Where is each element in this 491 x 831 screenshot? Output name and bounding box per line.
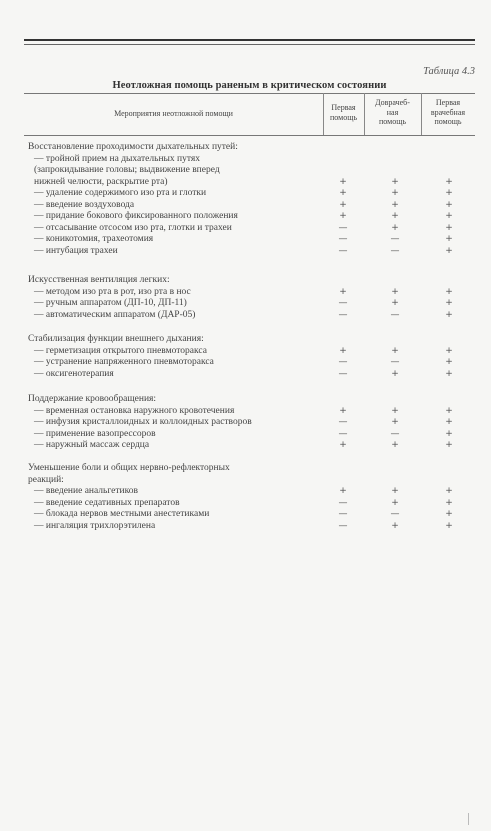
measure-label: — методом изо рта в рот, изо рта в нос: [34, 286, 191, 297]
table-row: [24, 521, 475, 533]
top-rule-thin: [24, 44, 475, 45]
mark-physician: +: [445, 417, 453, 427]
mark-prehospital: +: [391, 440, 399, 450]
measure-label: — ингаляция трихлорэтилена: [34, 520, 156, 531]
mark-physician: +: [445, 222, 453, 233]
mark-prehospital: +: [391, 497, 399, 508]
mark-first-aid: +: [339, 486, 347, 496]
header-col-prehospital: [364, 98, 421, 127]
measure-label: — применение вазопрессоров: [34, 428, 156, 439]
table-row: [24, 346, 475, 358]
table-row: [24, 509, 475, 521]
header-bottom-rule: [24, 135, 475, 136]
measure-label: — оксигенотерапия: [34, 368, 114, 379]
section-heading-row: [24, 475, 475, 487]
measure-label: — блокада нервов местными анестетиками: [34, 509, 210, 519]
table-row: [24, 310, 475, 322]
mark-first-aid: +: [339, 176, 347, 187]
mark-physician: +: [445, 345, 453, 356]
measure-label: — инфузия кристаллоидных и коллоидных растворов: [34, 417, 252, 427]
header-col-prehospital-line: Доврачеб-: [375, 98, 410, 107]
table-row: [24, 417, 475, 429]
table-row: [24, 357, 475, 369]
table-row: [24, 287, 475, 299]
mark-prehospital: +: [391, 286, 399, 297]
measure-label: — герметизация открытого пневмоторакса: [34, 345, 207, 356]
measure-label: — интубация трахеи: [34, 245, 118, 256]
section-heading-row: [24, 142, 475, 154]
mark-prehospital: +: [391, 211, 399, 221]
section-heading: реакций:: [28, 474, 64, 485]
section-heading-row: [24, 394, 475, 406]
mark-first-aid: —: [338, 509, 348, 519]
mark-physician: +: [445, 298, 453, 308]
section-heading-row: [24, 334, 475, 346]
mark-physician: +: [445, 199, 453, 210]
table-row: [24, 188, 475, 200]
header-col-first-aid-line: Первая: [331, 103, 356, 112]
mark-first-aid: —: [338, 520, 348, 531]
header-col-first-aid-line: помощь: [330, 112, 357, 122]
measure-label: — тройной прием на дыхательных путях: [34, 153, 201, 164]
table-row: [24, 429, 475, 441]
measure-label: — временная остановка наружного кровотечения: [34, 405, 235, 416]
measure-label: — введение анальгетиков: [34, 486, 138, 496]
table-row: [24, 177, 475, 189]
mark-prehospital: +: [391, 417, 399, 427]
measure-label: — наружный массаж сердца: [34, 440, 150, 450]
measure-label: — введение воздуховода: [34, 199, 135, 210]
mark-prehospital: +: [391, 222, 399, 233]
section-heading: Восстановление проходимости дыхательных путей:: [28, 142, 238, 152]
mark-physician: +: [445, 211, 453, 221]
mark-physician: +: [445, 188, 453, 198]
mark-physician: +: [445, 520, 453, 531]
mark-physician: +: [445, 234, 453, 244]
mark-physician: +: [445, 509, 453, 519]
mark-physician: +: [445, 368, 453, 379]
mark-prehospital: +: [391, 486, 399, 496]
mark-first-aid: +: [339, 345, 347, 356]
section-heading: Поддержание кровообращения:: [28, 394, 157, 404]
header-col-physician-line: Первая: [435, 98, 461, 107]
measure-label: — отсасывание отсосом изо рта, глотки и трахеи: [34, 222, 232, 233]
table-title: Неотложная помощь раненым в критическом состоянии: [112, 80, 387, 91]
header-col-physician-line: врачебная: [430, 107, 466, 117]
mark-prehospital: +: [391, 345, 399, 356]
mark-prehospital: +: [391, 520, 399, 531]
mark-first-aid: —: [338, 298, 348, 308]
measure-label: — ручным аппаратом (ДП-10, ДП-11): [34, 298, 187, 308]
mark-physician: +: [445, 405, 453, 416]
table-row: [24, 154, 475, 166]
measure-label: — удаление содержимого изо рта и глотки: [34, 188, 207, 198]
measure-label: нижней челюсти, раскрытие рта): [34, 176, 168, 187]
header-col-first-aid: [323, 103, 364, 122]
table-row: [24, 211, 475, 223]
mark-first-aid: —: [338, 497, 348, 508]
mark-first-aid: +: [339, 211, 347, 221]
header-top-rule: [24, 93, 475, 94]
mark-first-aid: —: [338, 245, 348, 256]
mark-first-aid: —: [338, 368, 348, 379]
mark-physician: +: [445, 245, 453, 256]
page-edge-mark: [468, 813, 469, 825]
mark-prehospital: +: [391, 368, 399, 379]
mark-prehospital: +: [391, 199, 399, 210]
mark-prehospital: —: [390, 309, 400, 320]
measure-label: — устранение напряженного пневмоторакса: [34, 357, 214, 367]
measure-label: — придание бокового фиксированного положения: [34, 211, 238, 221]
header-col-physician: [421, 98, 475, 127]
mark-first-aid: +: [339, 199, 347, 210]
section-heading: Уменьшение боли и общих нервно-рефлекторных: [28, 463, 230, 473]
mark-prehospital: +: [391, 405, 399, 416]
mark-prehospital: —: [390, 234, 400, 244]
mark-physician: +: [445, 357, 453, 367]
mark-physician: +: [445, 428, 453, 439]
section-heading: Стабилизация функции внешнего дыхания:: [28, 334, 204, 344]
mark-physician: +: [445, 309, 453, 320]
measure-label: (запрокидывание головы; выдвижение вперед: [34, 165, 220, 175]
measure-label: — автоматическим аппаратом (ДАР-05): [34, 309, 196, 320]
header-col-prehospital-line: ная: [386, 107, 399, 117]
mark-first-aid: —: [338, 428, 348, 439]
mark-prehospital: —: [390, 428, 400, 439]
mark-prehospital: +: [391, 298, 399, 308]
measure-label: — коникотомия, трахеотомия: [34, 234, 154, 244]
table-row: [24, 369, 475, 381]
table-row: [24, 234, 475, 246]
mark-first-aid: —: [338, 309, 348, 320]
table-row: [24, 223, 475, 235]
mark-first-aid: —: [338, 234, 348, 244]
section-heading-row: [24, 463, 475, 475]
table-row: [24, 486, 475, 498]
mark-first-aid: +: [339, 188, 347, 198]
table-row: [24, 498, 475, 510]
table-row: [24, 200, 475, 212]
mark-prehospital: —: [390, 245, 400, 256]
mark-prehospital: —: [390, 357, 400, 367]
header-col-physician-line: помощь: [434, 117, 462, 126]
mark-first-aid: +: [339, 440, 347, 450]
section-heading: Искусственная вентиляция легких:: [28, 275, 170, 285]
mark-physician: +: [445, 176, 453, 187]
mark-physician: +: [445, 497, 453, 508]
mark-physician: +: [445, 440, 453, 450]
section-heading-row: [24, 275, 475, 287]
measure-label: — введение седативных препаратов: [34, 497, 180, 508]
mark-prehospital: +: [391, 188, 399, 198]
table-row: [24, 406, 475, 418]
mark-first-aid: +: [339, 286, 347, 297]
mark-prehospital: +: [391, 176, 399, 187]
mark-physician: +: [445, 286, 453, 297]
header-measures: Мероприятия неотложной помощи: [114, 109, 233, 118]
table-row: [24, 298, 475, 310]
mark-physician: +: [445, 486, 453, 496]
header-col-prehospital-line: помощь: [379, 117, 406, 126]
mark-first-aid: —: [338, 357, 348, 367]
table-number: Таблица 4.3: [423, 66, 475, 77]
table-row: [24, 440, 475, 452]
table-row: [24, 165, 475, 177]
mark-first-aid: —: [338, 417, 348, 427]
top-rule-thick: [24, 39, 475, 41]
mark-first-aid: —: [338, 222, 348, 233]
table-row: [24, 246, 475, 258]
mark-first-aid: +: [339, 405, 347, 416]
mark-prehospital: —: [390, 509, 400, 519]
